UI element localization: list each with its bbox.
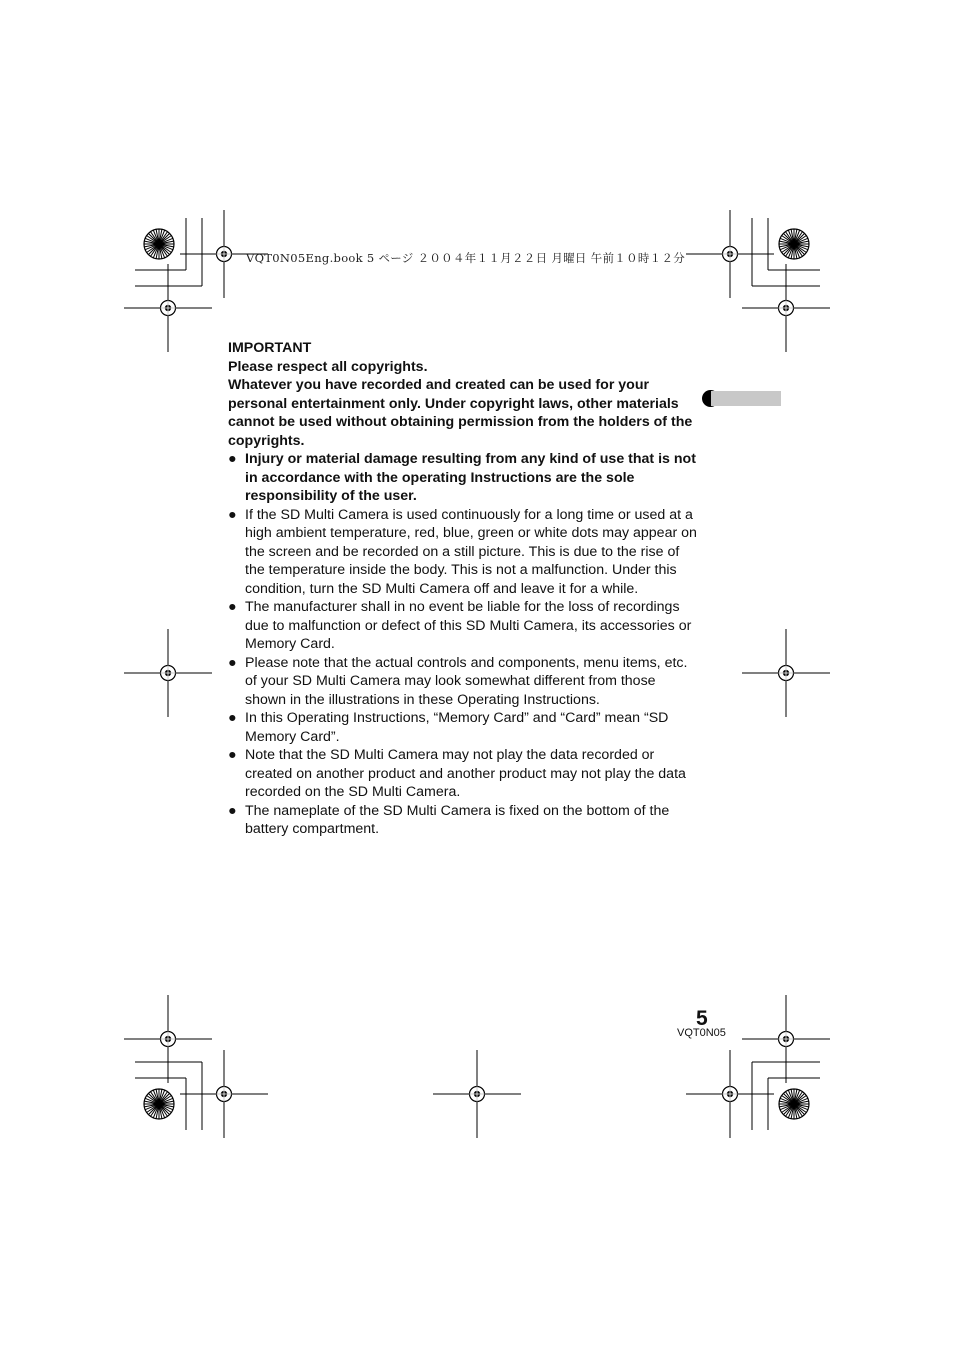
list-item-text: The manufacturer shall in no event be liable for the loss of recordings due to malfunction or defect of this SD Multi Camera, its accessories or Memory Card. (245, 599, 692, 652)
caution-list (228, 450, 698, 839)
bullet-icon: ● (228, 747, 237, 763)
list-item (228, 506, 698, 599)
print-header: VQT0N05Eng.book 5 ページ ２００４年１１月２２日 月曜日 午前１０時１２分 (246, 251, 686, 265)
bullet-icon: ● (228, 451, 237, 467)
bullet-icon: ● (228, 710, 237, 726)
list-item-text: In this Operating Instructions, “Memory Card” and “Card” mean “SD Memory Card”. (245, 710, 669, 745)
list-item (228, 746, 698, 802)
list-item-text: If the SD Multi Camera is used continuously for a long time or used at a high ambient temperature, red, blue, green or white dots may appear on the screen and be recorded on a still picture. This is due to the rise of the temperature inside the body. This is not a malfunction. Under this condition, turn the SD Multi Camera off and leave it for a while. (245, 506, 697, 597)
copyright-line: Please respect all copyrights. (228, 358, 428, 375)
important-notice (228, 339, 698, 839)
list-item-text: The nameplate of the SD Multi Camera is fixed on the bottom of the battery compartment. (245, 802, 670, 837)
bullet-icon: ● (228, 599, 237, 615)
list-item-text: Please note that the actual controls and components, menu items, etc. of your SD Multi Camera may look somewhat different from those shown in the illustrations in these Operating Instructions. (245, 654, 688, 708)
list-item (228, 709, 698, 746)
list-item (228, 450, 698, 506)
page-number: 5 (696, 1007, 708, 1030)
list-item (228, 598, 698, 654)
list-item (228, 802, 698, 839)
list-item (228, 654, 698, 710)
notice-heading: IMPORTANT (228, 340, 312, 356)
bullet-icon: ● (228, 654, 237, 671)
bullet-icon: ● (228, 802, 237, 819)
model-code: VQT0N05 (677, 1027, 726, 1039)
section-tab-bar (711, 391, 781, 406)
list-item-text: Injury or material damage resulting from any kind of use that is not in accordance with the operating Instructions are the sole responsibility of the user. (245, 451, 696, 504)
copyright-paragraph: Whatever you have recorded and created can be used for your personal entertainment only. Under copyright laws, other materials cannot be used without obtaining permission from the holders of the copyrights. (228, 377, 693, 449)
list-item-text: Note that the SD Multi Camera may not play the data recorded or created on another product and another product may not play the data recorded on the SD Multi Camera. (245, 747, 686, 800)
bullet-icon: ● (228, 506, 237, 523)
